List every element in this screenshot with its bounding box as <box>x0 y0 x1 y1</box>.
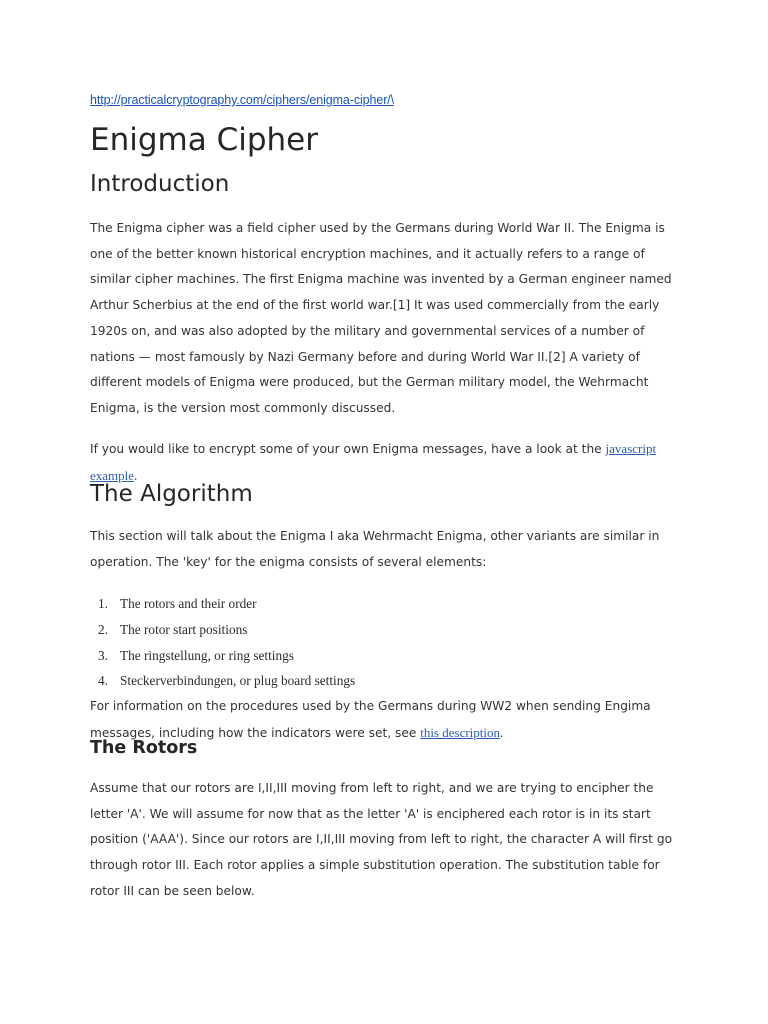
text-line: nations — most famously by Nazi Germany before and during World War II.[2] A variety of <box>90 349 640 364</box>
algorithm-paragraph <box>90 524 690 575</box>
text-line: different models of Enigma were produced, but the German military model, the Wehrmacht <box>90 375 649 390</box>
introduction-paragraph <box>90 216 690 422</box>
text-line: position ('AAA'). Since our rotors are I,II,III moving from left to right, the character A will first go <box>90 832 673 847</box>
list-number: 1. <box>98 596 108 611</box>
text-line: Enigma, is the version most commonly discussed. <box>90 400 396 415</box>
period: . <box>134 467 138 483</box>
text-line: Assume that our rotors are I,II,III moving from left to right, and we are trying to encipher the <box>90 781 654 795</box>
text-line <box>90 436 690 463</box>
encrypt-text: If you would like to encrypt some of your own Enigma messages, have a look at the <box>90 442 606 456</box>
list-number: 2. <box>98 621 108 637</box>
text-line: through rotor III. Each rotor applies a simple substitution operation. The substitution table for <box>90 858 660 873</box>
text-line: one of the better known historical encryption machines, and it actually refers to a range of <box>90 246 645 261</box>
this-description-link[interactable]: this description <box>420 724 500 740</box>
page-title: Enigma Cipher <box>90 122 318 158</box>
list-number: 3. <box>98 647 108 663</box>
list-text: The rotor start positions <box>120 621 248 637</box>
algorithm-heading: The Algorithm <box>90 481 253 507</box>
period: . <box>500 724 504 740</box>
rotors-heading: The Rotors <box>90 738 198 758</box>
source-url-link[interactable]: http://practicalcryptography.com/ciphers/enigma-cipher/\ <box>90 93 395 107</box>
text-line: operation. The 'key' for the enigma consists of several elements: <box>90 554 487 569</box>
rotors-paragraph <box>90 776 690 905</box>
text-line: The Enigma cipher was a field cipher used by the Germans during World War II. The Enigma is <box>90 221 665 235</box>
text-line: rotor III can be seen below. <box>90 883 255 898</box>
introduction-heading: Introduction <box>90 171 230 197</box>
list-text: Steckerverbindungen, or plug board settings <box>120 673 356 689</box>
javascript-link-part1[interactable]: javascript <box>605 441 657 456</box>
text-line: letter 'A'. We will assume for now that as the letter 'A' is enciphered each rotor is in its start <box>90 806 651 821</box>
text-line: This section will talk about the Enigma I aka Wehrmacht Enigma, other variants are similar in <box>90 529 660 543</box>
procedures-text: messages, including how the indicators were set, see <box>90 725 421 740</box>
list-text: The ringstellung, or ring settings <box>120 647 294 663</box>
text-line: Arthur Scherbius at the end of the first world war.[1] It was used commercially from the early <box>90 298 660 313</box>
list-text: The rotors and their order <box>120 596 257 611</box>
list-number: 4. <box>98 673 108 689</box>
text-line: 1920s on, and was also adopted by the military and governmental services of a number of <box>90 323 645 338</box>
text-line: For information on the procedures used by the Germans during WW2 when sending Engima <box>90 699 651 713</box>
javascript-link-part2[interactable]: example <box>90 467 135 483</box>
text-line: similar cipher machines. The first Enigma machine was invented by a German engineer named <box>90 272 672 287</box>
